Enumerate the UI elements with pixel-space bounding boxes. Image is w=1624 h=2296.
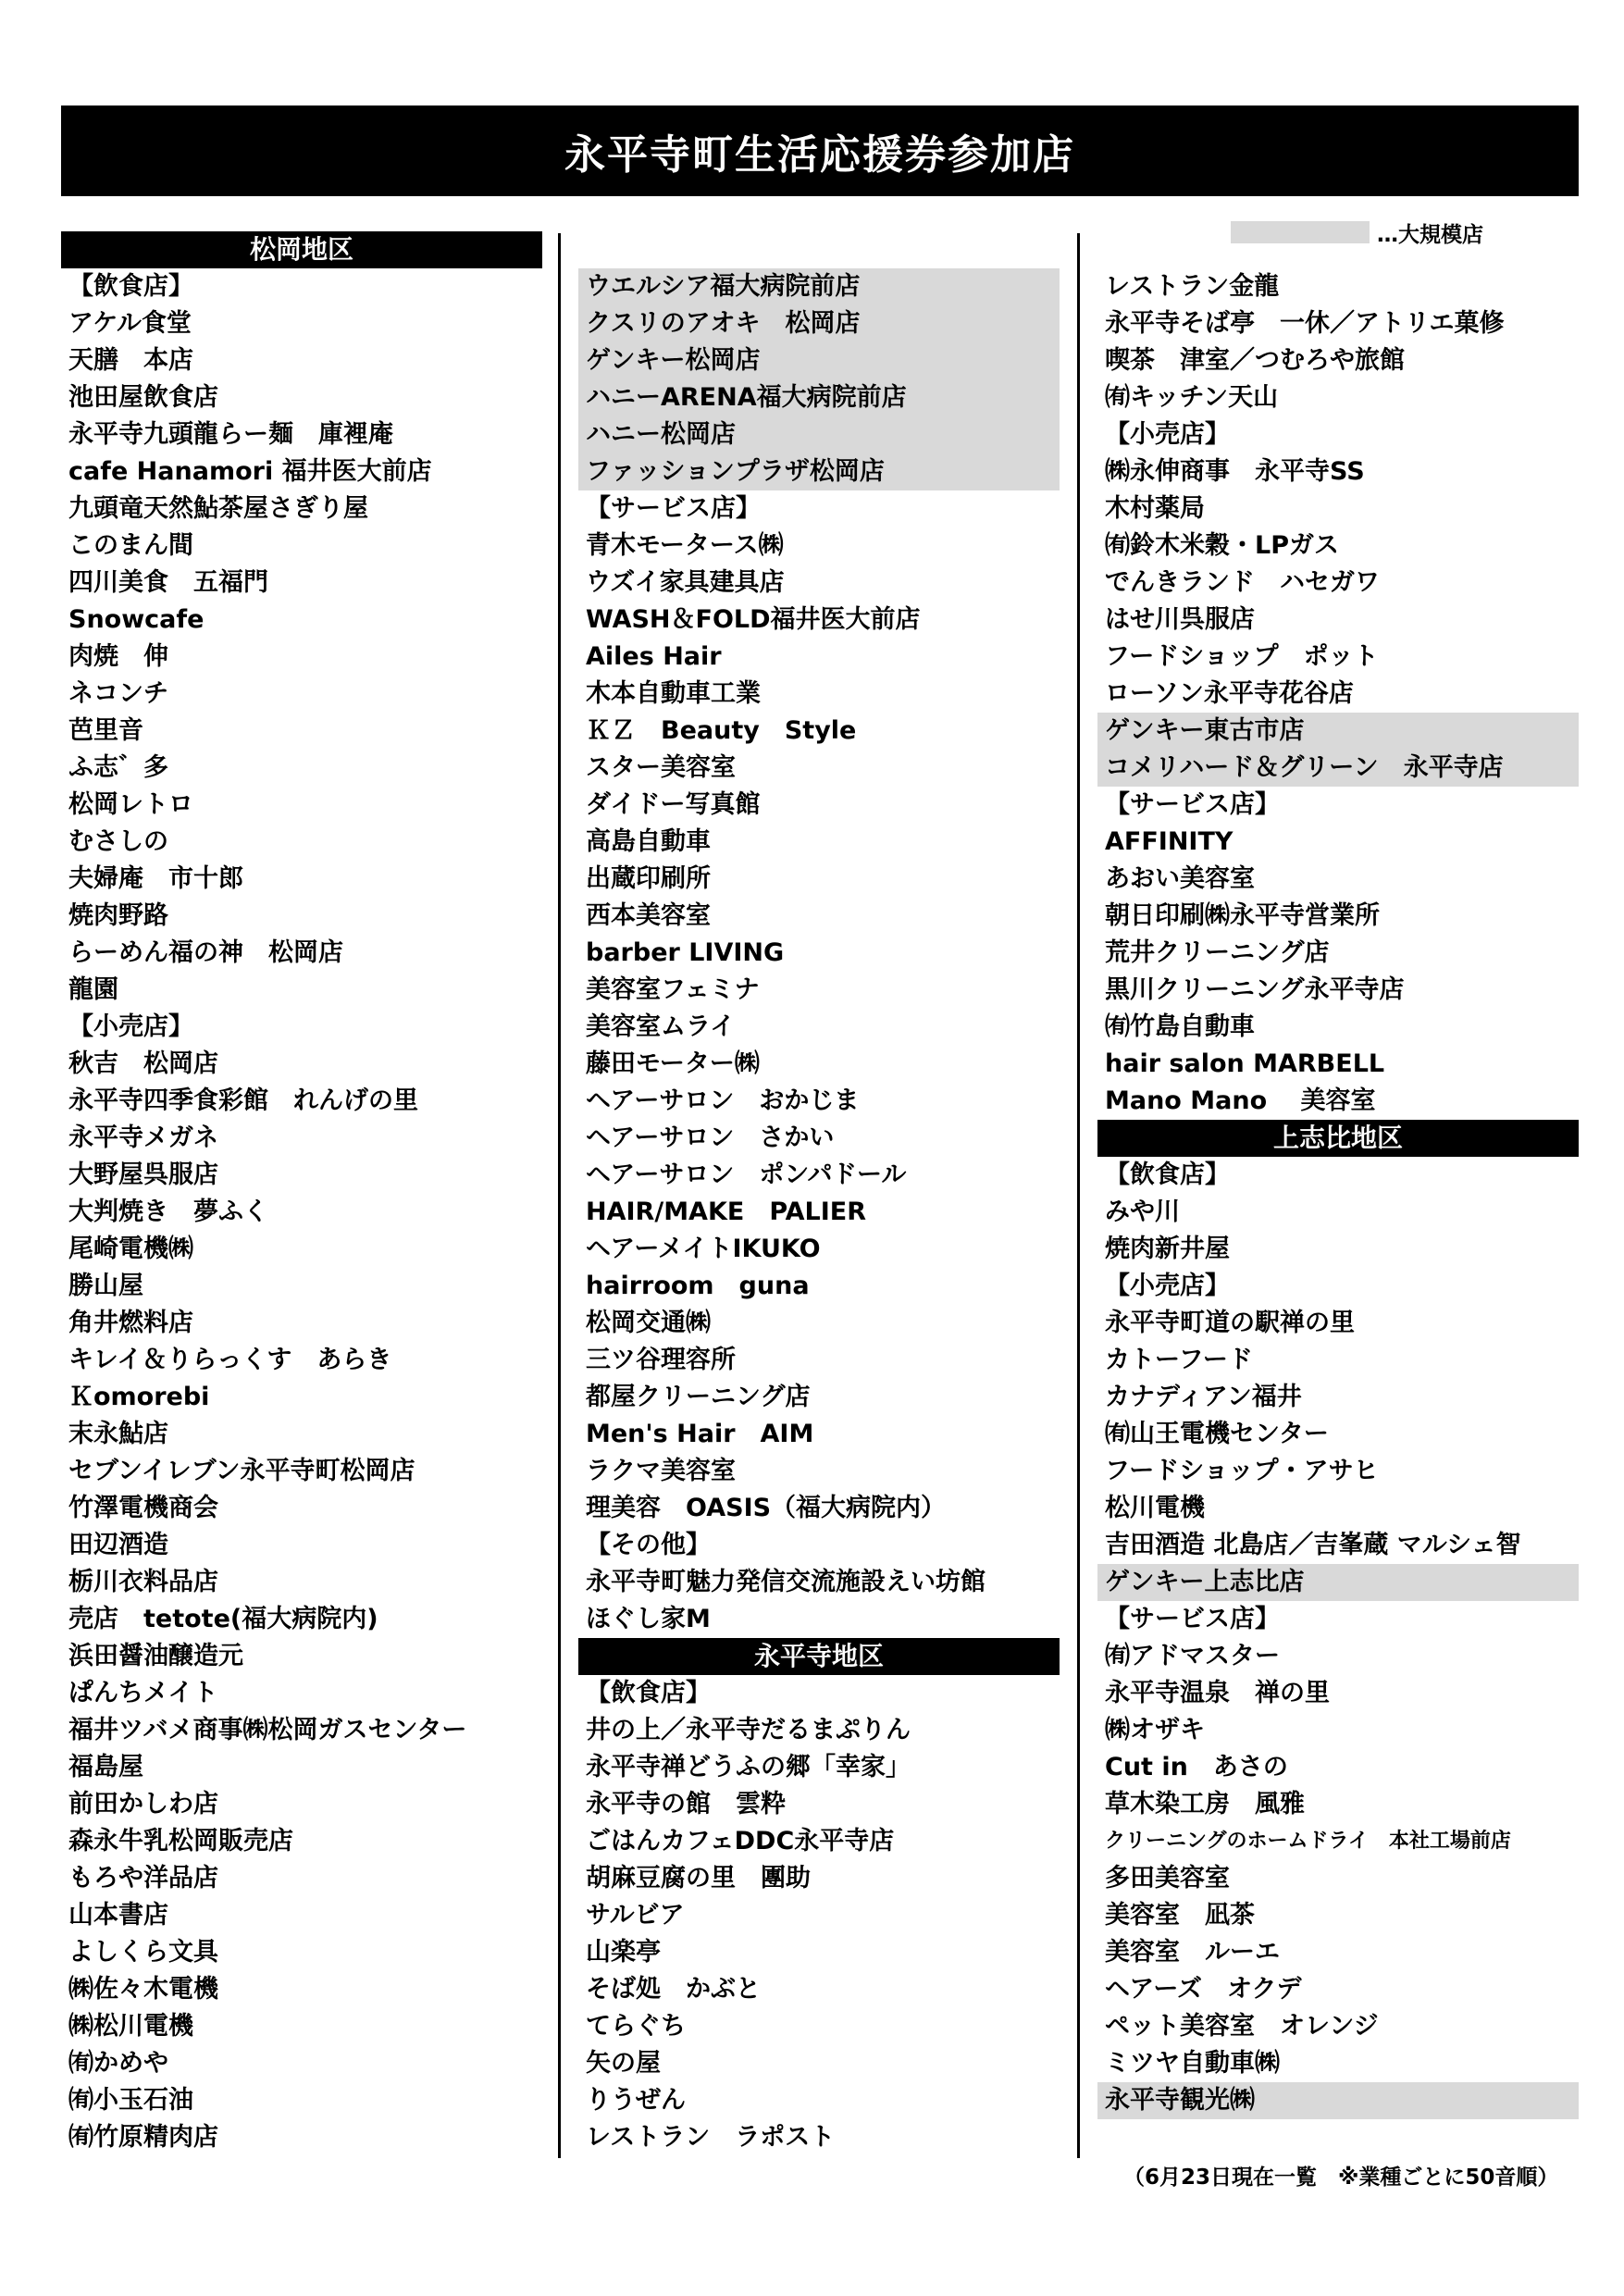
store-item: 荒井クリーニング店 <box>1105 938 1330 967</box>
store-item: ㈲小玉石油 <box>68 2086 193 2115</box>
store-item: hair salon MARBELL <box>1105 1049 1385 1078</box>
footnote: （6月23日現在一覧 ※業種ごとに50音順） <box>1123 2166 1559 2190</box>
store-item: カトーフード <box>1105 1346 1253 1374</box>
store-item: レストラン ラポスト <box>586 2123 836 2152</box>
store-item: Men's Hair AIM <box>586 1420 814 1448</box>
store-item: 出蔵印刷所 <box>586 864 711 893</box>
store-item: 美容室ムライ <box>586 1012 736 1041</box>
store-item: WASH＆FOLD福井医大前店 <box>586 605 921 634</box>
district-header: 松岡地区 <box>61 231 542 268</box>
store-item: Ｋomorebi <box>68 1383 210 1411</box>
store-item: クスリのアオキ 松岡店 <box>578 305 1060 342</box>
store-item: もろや洋品店 <box>68 1864 218 1893</box>
store-item: でんきランド ハセガワ <box>1105 568 1380 597</box>
spacer <box>1097 231 1579 268</box>
store-item: 井の上／永平寺だるまぷりん <box>586 1716 911 1744</box>
store-item: 末永鮎店 <box>68 1420 168 1448</box>
store-item: ペット美容室 オレンジ <box>1105 2012 1379 2041</box>
store-item: Snowcafe <box>68 605 205 634</box>
store-item: 龍園 <box>68 975 118 1004</box>
store-item: ミツヤ自動車㈱ <box>1105 2049 1280 2078</box>
store-item: ㈲キッチン天山 <box>1105 383 1279 412</box>
store-item: 胡麻豆腐の里 團助 <box>586 1864 811 1893</box>
store-item: ネコンチ <box>68 679 168 708</box>
store-item: アケル食堂 <box>68 309 192 338</box>
store-item: ㈲鈴木米穀・LPガス <box>1105 531 1339 560</box>
category-label: 【飲食店】 <box>68 272 193 301</box>
store-item: ハニー松岡店 <box>578 416 1060 453</box>
store-item: 多田美容室 <box>1105 1864 1230 1893</box>
store-item: 高島自動車 <box>586 827 711 856</box>
district-header: 上志比地区 <box>1097 1120 1579 1157</box>
store-item: コメリハード＆グリーン 永平寺店 <box>1097 750 1579 787</box>
store-item: 竹澤電機商会 <box>68 1494 218 1522</box>
store-item: ㈱オザキ <box>1105 1716 1205 1744</box>
store-item: 秋吉 松岡店 <box>68 1049 218 1078</box>
category-label: 【小売店】 <box>1105 1272 1230 1300</box>
store-item: ＫＺ Beauty Style <box>586 716 857 745</box>
store-item: ㈱佐々木電機 <box>68 1975 218 2004</box>
store-item: 青木モータース㈱ <box>586 531 784 560</box>
store-item: フードショップ ポット <box>1105 642 1379 671</box>
store-item: 天膳 本店 <box>68 346 193 375</box>
store-item: 美容室 凪茶 <box>1105 1901 1255 1930</box>
store-item: 尾崎電機㈱ <box>68 1235 193 1263</box>
store-item: 夫婦庵 市十郎 <box>68 864 243 893</box>
store-item: 藤田モーター㈱ <box>586 1049 760 1078</box>
store-item: ゲンキー上志比店 <box>1097 1564 1579 1601</box>
legend-label: …大規模店 <box>1377 222 1483 247</box>
store-item: Ailes Hair <box>586 642 722 671</box>
store-item: AFFINITY <box>1105 827 1233 856</box>
store-item: Cut in あさの <box>1105 1753 1288 1781</box>
category-label: 【その他】 <box>586 1531 711 1559</box>
store-item: 九頭竜天然鮎茶屋さぎり屋 <box>68 494 368 523</box>
store-item: 美容室 ルーエ <box>1105 1938 1280 1967</box>
store-item: カナディアン福井 <box>1105 1383 1302 1411</box>
store-item: 三ツ谷理容所 <box>586 1346 736 1374</box>
store-item: 木本自動車工業 <box>586 679 761 708</box>
store-item: 松岡レトロ <box>68 790 193 819</box>
store-item: このまん間 <box>68 531 193 560</box>
store-item: 永平寺町道の駅禅の里 <box>1105 1309 1355 1337</box>
district-header: 永平寺地区 <box>578 1638 1060 1675</box>
category-label: 【サービス店】 <box>1105 1605 1280 1633</box>
store-item: 松川電機 <box>1105 1494 1205 1522</box>
store-item: ㈱松川電機 <box>68 2012 193 2041</box>
column-2 <box>578 231 1060 2156</box>
store-item: むさしの <box>68 827 168 856</box>
store-item: ダイドー写真館 <box>586 790 761 819</box>
store-item: 朝日印刷㈱永平寺営業所 <box>1105 901 1380 930</box>
page-title: 永平寺町生活応援券参加店 <box>61 105 1579 196</box>
store-item: 四川美食 五福門 <box>68 568 268 597</box>
store-item: よしくら文具 <box>68 1938 218 1967</box>
store-item: ヘアーズ オクデ <box>1105 1975 1302 2004</box>
store-item: 前田かしわ店 <box>68 1790 218 1818</box>
store-item: 山楽亭 <box>586 1938 661 1967</box>
store-item: セブンイレブン永平寺町松岡店 <box>68 1457 415 1485</box>
store-item: 木村薬局 <box>1105 494 1205 523</box>
spacer <box>578 231 1060 268</box>
store-item: ㈲アドマスター <box>1105 1642 1280 1670</box>
store-item: はせ川呉服店 <box>1105 605 1255 634</box>
store-item: 角井燃料店 <box>68 1309 193 1337</box>
store-item: 大判焼き 夢ふく <box>68 1198 268 1226</box>
store-item: 永平寺温泉 禅の里 <box>1105 1679 1330 1707</box>
store-item: 吉田酒造 北島店／吉峯蔵 マルシェ智 <box>1105 1531 1521 1559</box>
store-item: ファッションプラザ松岡店 <box>578 453 1060 490</box>
store-item: フードショップ・アサヒ <box>1105 1457 1379 1485</box>
store-item: ローソン永平寺花谷店 <box>1105 679 1354 708</box>
store-item: ウズイ家具建具店 <box>586 568 785 597</box>
category-label: 【飲食店】 <box>586 1679 711 1707</box>
store-item: ハニーARENA福大病院前店 <box>578 379 1060 416</box>
store-item: 永平寺禅どうふの郷「幸家」 <box>586 1753 911 1781</box>
store-item: ヘアーメイトIKUKO <box>586 1235 821 1263</box>
store-item: らーめん福の神 松岡店 <box>68 938 343 967</box>
store-item: りうぜん <box>586 2086 686 2115</box>
store-item: ごはんカフェDDC永平寺店 <box>586 1827 895 1855</box>
store-item: 理美容 OASIS（福大病院内） <box>586 1494 947 1522</box>
store-item: ふ志゛多 <box>68 753 168 782</box>
column-1 <box>61 231 542 2156</box>
store-item: 焼肉新井屋 <box>1105 1235 1230 1263</box>
store-item: みや川 <box>1105 1198 1180 1226</box>
store-item: ゲンキー東古市店 <box>1097 713 1579 750</box>
store-item: 田辺酒造 <box>68 1531 168 1559</box>
store-item: 矢の屋 <box>586 2049 661 2078</box>
store-item: 大野屋呉服店 <box>68 1160 218 1189</box>
store-item: サルビア <box>586 1901 685 1930</box>
store-item: 池田屋飲食店 <box>68 383 218 412</box>
store-item: Mano Mano 美容室 <box>1105 1086 1376 1115</box>
category-label: 【小売店】 <box>1105 420 1230 449</box>
store-item: スター美容室 <box>586 753 736 782</box>
store-item: 永平寺の館 雲粋 <box>586 1790 786 1818</box>
store-item: そば処 かぶと <box>586 1975 761 2004</box>
store-item: ㈲かめや <box>68 2049 168 2078</box>
store-item: 勝山屋 <box>68 1272 143 1300</box>
store-item: hairroom guna <box>586 1272 810 1300</box>
store-item: ぱんちメイト <box>68 1679 218 1707</box>
store-item: 永平寺そば亭 一休／アトリエ菓修 <box>1105 309 1505 338</box>
store-item: 浜田醤油醸造元 <box>68 1642 243 1670</box>
store-item: ラクマ美容室 <box>586 1457 736 1485</box>
store-item: ㈲竹島自動車 <box>1105 1012 1255 1041</box>
column-3 <box>1097 231 1579 2119</box>
store-item: 喫茶 津室／つむろや旅館 <box>1105 346 1405 375</box>
store-item: HAIR/MAKE PALIER <box>586 1198 867 1226</box>
store-item: 草木染工房 風雅 <box>1105 1790 1305 1818</box>
store-item: 都屋クリーニング店 <box>586 1383 811 1411</box>
category-label: 【小売店】 <box>68 1012 193 1041</box>
store-item: barber LIVING <box>586 938 785 967</box>
store-item: 永平寺九頭龍らー麺 庫裡庵 <box>68 420 393 449</box>
store-item: 福島屋 <box>68 1753 143 1781</box>
store-item: ゲンキー松岡店 <box>578 342 1060 379</box>
store-item: ㈱永伸商事 永平寺SS <box>1105 457 1365 486</box>
category-label: 【飲食店】 <box>1105 1160 1230 1189</box>
store-item: 芭里音 <box>68 716 143 745</box>
store-item: 美容室フェミナ <box>586 975 760 1004</box>
column-divider <box>1077 233 1080 2158</box>
store-item: 永平寺メガネ <box>68 1123 218 1152</box>
store-item: ヘアーサロン おかじま <box>586 1086 860 1115</box>
store-item: 肉焼 伸 <box>68 642 168 671</box>
store-item: キレイ＆りらっくす あらき <box>68 1346 392 1374</box>
store-item: ヘアーサロン ポンパドール <box>586 1160 907 1189</box>
store-item: 山本書店 <box>68 1901 168 1930</box>
store-item: ㈲竹原精肉店 <box>68 2123 218 2152</box>
store-item: 栃川衣料品店 <box>68 1568 218 1596</box>
store-item: 永平寺四季食彩館 れんげの里 <box>68 1086 418 1115</box>
store-item: ウエルシア福大病院前店 <box>578 268 1060 305</box>
store-item: レストラン金龍 <box>1105 272 1280 301</box>
category-label: 【サービス店】 <box>586 494 761 523</box>
store-item: あおい美容室 <box>1105 864 1255 893</box>
store-item: 売店 tetote(福大病院内) <box>68 1605 378 1633</box>
store-item: cafe Hanamori 福井医大前店 <box>68 457 432 486</box>
category-label: 【サービス店】 <box>1105 790 1280 819</box>
store-item: ほぐし家M <box>586 1605 711 1633</box>
store-item: てらぐち <box>586 2012 686 2041</box>
store-item: 黒川クリーニング永平寺店 <box>1105 975 1405 1004</box>
store-item: 森永牛乳松岡販売店 <box>68 1827 293 1855</box>
store-item: 西本美容室 <box>586 901 711 930</box>
store-item: 焼肉野路 <box>68 901 168 930</box>
store-item: ヘアーサロン さかい <box>586 1123 835 1152</box>
store-item: 永平寺観光㈱ <box>1097 2082 1579 2119</box>
store-item: 永平寺町魅力発信交流施設えい坊館 <box>586 1568 986 1596</box>
store-item: クリーニングのホームドライ 本社工場前店 <box>1105 1830 1511 1853</box>
column-divider <box>558 233 561 2158</box>
store-item: 福井ツバメ商事㈱松岡ガスセンター <box>68 1716 467 1744</box>
store-item: ㈲山王電機センター <box>1105 1420 1329 1448</box>
store-item: 松岡交通㈱ <box>586 1309 711 1337</box>
